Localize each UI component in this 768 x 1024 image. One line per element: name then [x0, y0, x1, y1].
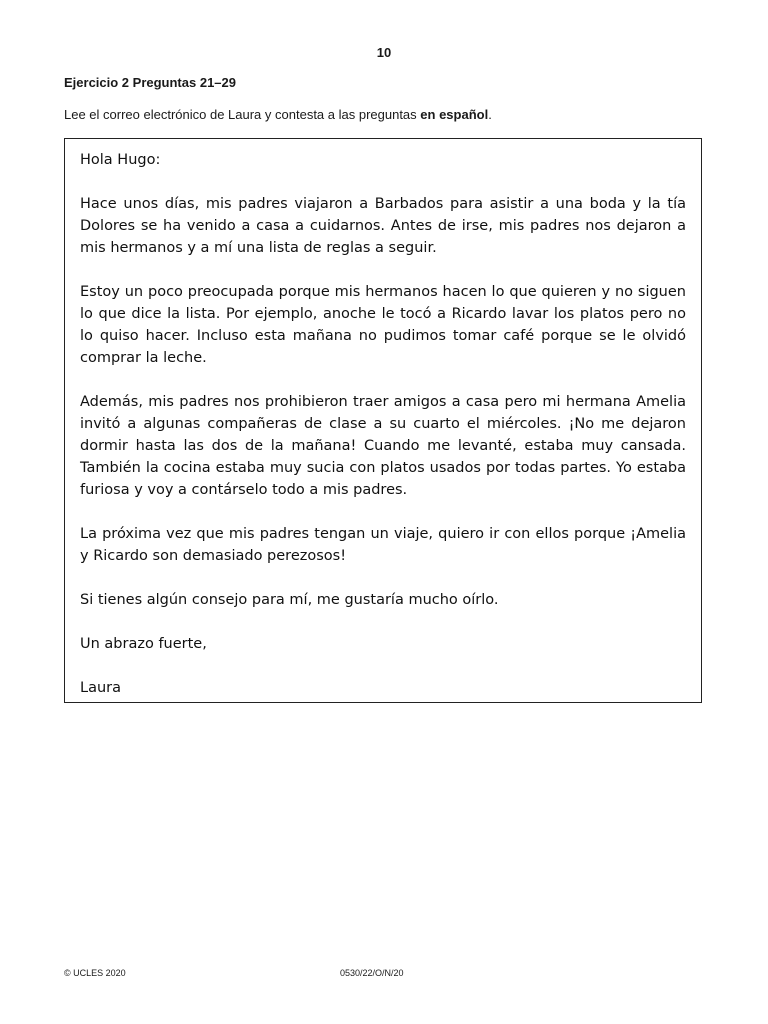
- email-letter-box: [64, 138, 702, 703]
- letter-paragraph: Si tienes algún consejo para mí, me gustaría mucho oírlo.: [80, 592, 499, 608]
- footer-copyright: © UCLES 2020: [64, 968, 126, 978]
- letter-closing: Un abrazo fuerte,: [80, 636, 207, 652]
- instruction-text: [64, 107, 492, 122]
- letter-signature: Laura: [80, 680, 122, 696]
- instruction-end: .: [488, 107, 492, 122]
- letter-paragraph: Estoy un poco preocupada porque mis hermanos hacen lo que quieren y no siguen lo que dice la lista. Por ejemplo, anoche le tocó a Ricardo lavar los platos pero no lo quiso hacer. Incluso esta mañana no pudimos tomar café porque se le olvidó comprar la leche.: [80, 284, 686, 366]
- instruction-main: Lee el correo electrónico de Laura y contesta a las preguntas: [64, 107, 421, 122]
- letter-paragraph: Además, mis padres nos prohibieron traer amigos a casa pero mi hermana Amelia invitó a algunas compañeras de clase a su cuarto el miércoles. ¡No me dejaron dormir hasta las dos de la mañana! Cuando me levanté, estaba muy cansada. También la cocina estaba muy sucia con platos usados por todas partes. Yo estaba furiosa y voy a contárselo todo a mis padres.: [80, 394, 686, 498]
- letter-greeting: Hola Hugo:: [80, 152, 161, 168]
- letter-paragraph: Hace unos días, mis padres viajaron a Barbados para asistir a una boda y la tía Dolores se ha venido a casa a cuidarnos. Antes de irse, mis padres nos dejaron a mis hermanos y a mí una lista de reglas a seguir.: [80, 196, 686, 256]
- exercise-heading: Ejercicio 2 Preguntas 21–29: [64, 75, 236, 90]
- footer-paper-code: 0530/22/O/N/20: [340, 968, 404, 978]
- letter-paragraph: La próxima vez que mis padres tengan un viaje, quiero ir con ellos porque ¡Amelia y Ricardo son demasiado perezosos!: [80, 526, 686, 564]
- instruction-emphasis: en español: [420, 107, 489, 122]
- page-number: 10: [376, 45, 392, 60]
